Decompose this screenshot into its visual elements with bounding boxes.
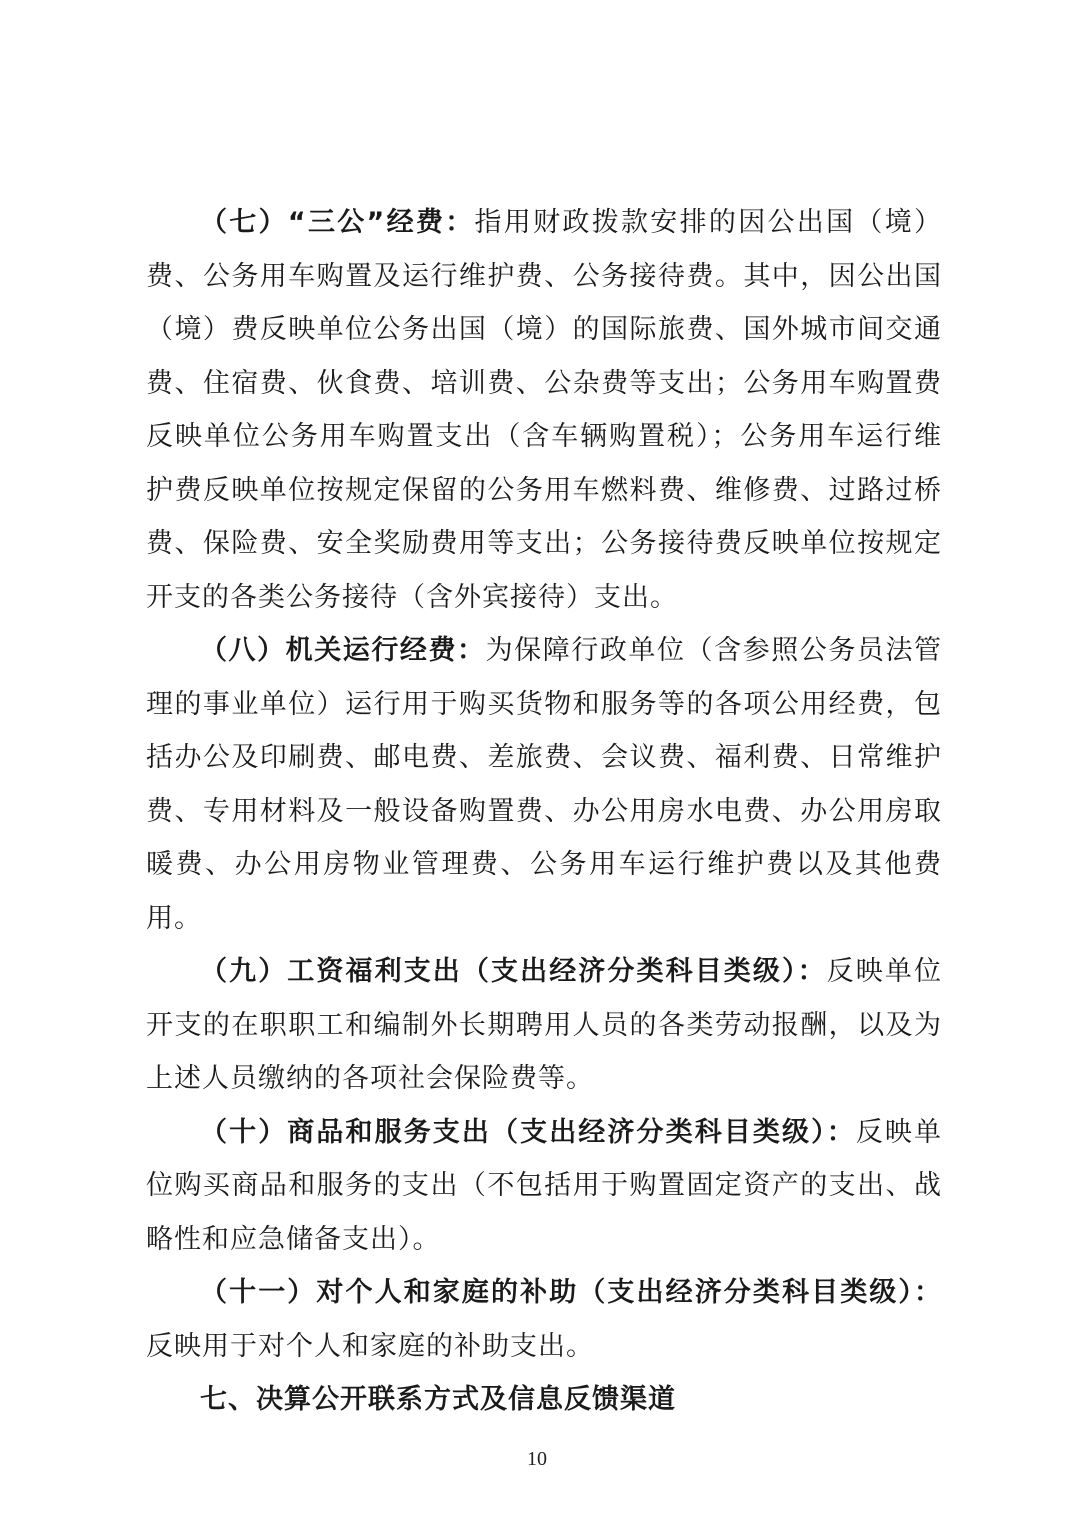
term-wages-welfare: （九）工资福利支出（支出经济分类科目类级）： xyxy=(200,956,827,987)
section-heading: 七、决算公开联系方式及信息反馈渠道 xyxy=(200,1384,676,1415)
paragraph-text: 反映用于对个人和家庭的补助支出。 xyxy=(146,1330,594,1362)
paragraph-text: 反映单位开支的在职职工和编制外长期聘用人员的各类劳动报酬，以及为上述人员缴纳的各项社会保险费等。 xyxy=(146,956,943,1094)
paragraph-household-subsidies xyxy=(146,1266,942,1373)
page-number: 10 xyxy=(527,1448,547,1470)
paragraph-text: 反映单位购买商品和服务的支出（不包括用于购置固定资产的支出、战略性和应急储备支出）。 xyxy=(146,1116,943,1255)
paragraph-wages-welfare xyxy=(146,945,942,1106)
paragraph-text: 指用财政拨款安排的因公出国（境）费、公务用车购置及运行维护费、公务接待费。其中，因公出国（境）费反映单位公务出国（境）的国际旅费、国外城市间交通费、住宿费、伙食费、培训费、公杂费等支出；公务用车购置费反映单位公务用车购置支出（含车辆购置税）；公务用车运行维护费反映单位按规定保留的公务用车燃料费、维修费、过路过桥费、保险费、安全奖励费用等支出；公务接待费反映单位按规定开支的各类公务接待（含外宾接待）支出。 xyxy=(146,207,942,613)
paragraph-sangong-expenses xyxy=(146,196,942,624)
document-body xyxy=(146,196,942,1427)
paragraph-text: 为保障行政单位（含参照公务员法管理的事业单位）运行用于购买货物和服务等的各项公用经费，包括办公及印刷费、邮电费、差旅费、会议费、福利费、日常维护费、专用材料及一般设备购置费、办公用房水电费、办公用房取暖费、办公用房物业管理费、公务用车运行维护费以及其他费用。 xyxy=(146,635,943,934)
paragraph-goods-services xyxy=(146,1106,942,1267)
term-household-subsidies: （十一）对个人和家庭的补助（支出经济分类科目类级）： xyxy=(200,1277,942,1308)
term-agency-operating-funds: （八）机关运行经费： xyxy=(200,635,486,666)
paragraph-agency-operating-funds xyxy=(146,624,942,945)
term-goods-services: （十）商品和服务支出（支出经济分类科目类级）： xyxy=(200,1116,856,1148)
term-sangong-expenses: （七）“三公”经费： xyxy=(200,207,475,238)
